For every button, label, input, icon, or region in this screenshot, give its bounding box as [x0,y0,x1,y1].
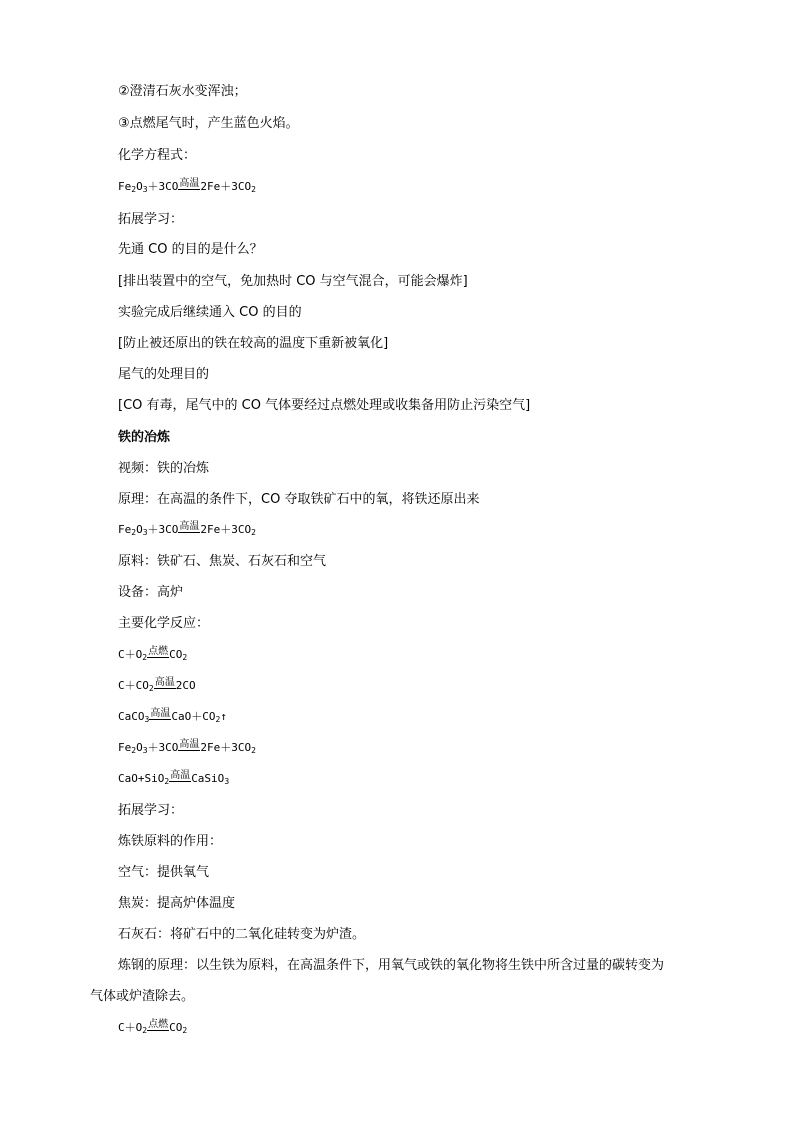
text-line: 先通 CO 的目的是什么？ [118,242,263,257]
condition-ignite: 点燃 [148,646,169,657]
text-line: ③点燃尾气时，产生蓝色火焰。 [118,116,299,131]
text-line: 原料：铁矿石、焦炭、石灰石和空气 [118,554,327,569]
text-line: 设备：高炉 [118,585,184,600]
text-line: ②澄清石灰水变浑浊； [118,84,247,99]
text-line: 原理：在高温的条件下，CO 夺取铁矿石中的氧，将铁还原出来 [118,492,480,507]
text-line: [排出装置中的空气，免加热时 CO 与空气混合，可能会爆炸] [118,274,468,289]
text-line: 化学方程式： [118,148,197,163]
equation-c-o2: $C+O_2$点燃$CO_2$ [118,646,188,662]
condition-high-temp: 高温 [150,708,171,719]
text-line: 炼钢的原理：以生铁为原料，在高温条件下，用氧气或铁的氧化物将生铁中所含过量的碳转变为 [118,958,665,973]
equation-fe2o3-co: $Fe_2O_3+3CO$高温$2Fe+3CO_2$ [118,739,256,755]
text-line: 实验完成后继续通入 CO 的目的 [118,305,302,320]
equation-c-co2: $C+CO_2$高温2CO [118,677,196,693]
equation-fe2o3-co: $Fe_2O_3+3CO$高温$2Fe+3CO_2$ [118,521,256,537]
text-line: 拓展学习： [118,803,184,818]
condition-high-temp: 高温 [179,178,200,189]
text-line: 石灰石：将矿石中的二氧化硅转变为炉渣。 [118,927,366,942]
text-line: 焦炭：提高炉体温度 [118,896,236,911]
equation-cao-sio2: CaO+SiO$_2$高温CaSiO$_3$ [118,770,230,786]
equation-c-o2: $C+O_2$点燃$CO_2$ [118,1019,188,1035]
condition-high-temp: 高温 [179,739,200,750]
text-line: 空气：提供氧气 [118,865,210,880]
text-line: 炼铁原料的作用： [118,834,223,849]
equation-caco3: CaCO$_3$高温$CaO+CO_2↑$ [118,708,227,724]
section-heading: 铁的冶炼 [118,430,171,445]
condition-high-temp: 高温 [179,521,200,532]
text-line: 视频：铁的冶炼 [118,461,210,476]
text-line: 气体或炉渣除去。 [90,989,195,1004]
condition-high-temp: 高温 [170,770,191,781]
condition-ignite: 点燃 [148,1019,169,1030]
text-line: 尾气的处理目的 [118,367,210,382]
equation-fe2o3-co: $Fe_2O_3+3CO$高温$2Fe+3CO_2$ [118,178,256,194]
text-line: [防止被还原出的铁在较高的温度下重新被氧化] [118,336,389,351]
text-line: 拓展学习： [118,212,184,227]
condition-high-temp: 高温 [154,677,175,688]
text-line: [CO 有毒，尾气中的 CO 气体要经过点燃处理或收集备用防止污染空气] [118,398,531,413]
text-line: 主要化学反应： [118,616,210,631]
